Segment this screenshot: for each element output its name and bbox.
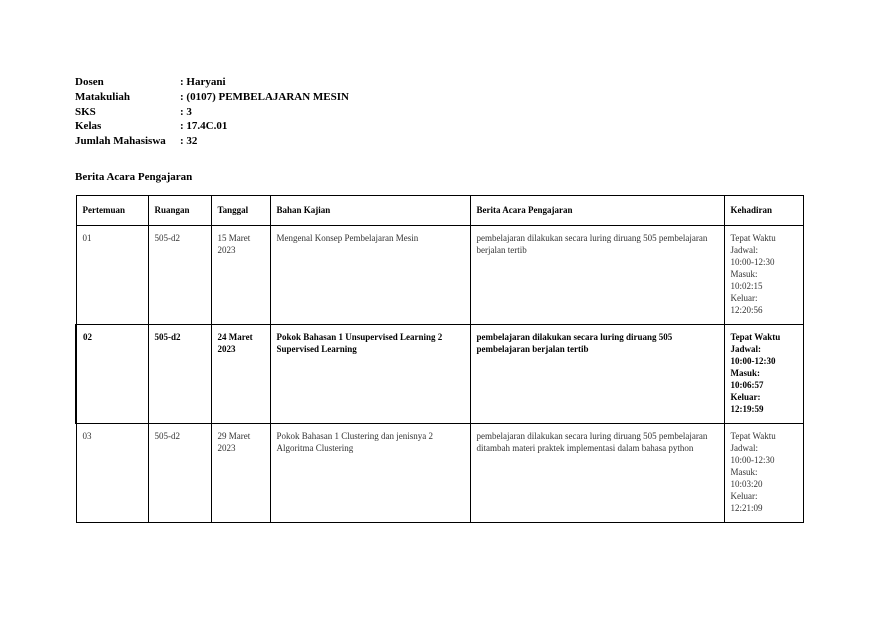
cell-ruangan: 505-d2 bbox=[148, 226, 211, 325]
info-label: Jumlah Mahasiswa bbox=[75, 135, 166, 148]
cell-kehadiran bbox=[724, 226, 803, 325]
kehadiran-jadwal-value: 10:00-12:30 bbox=[730, 257, 775, 267]
info-label: Matakuliah bbox=[75, 90, 131, 103]
info-row-dosen bbox=[75, 75, 349, 90]
cell-ruangan: 505-d2 bbox=[148, 325, 211, 424]
info-row-jumlah-mahasiswa bbox=[75, 134, 349, 149]
kehadiran-status: Tepat Waktu bbox=[730, 332, 781, 342]
section-title: Berita Acara Pengajaran bbox=[75, 171, 193, 183]
kehadiran-keluar-value: 12:20:56 bbox=[730, 305, 763, 315]
info-row-kelas bbox=[75, 119, 349, 134]
course-info bbox=[75, 75, 349, 149]
kehadiran-masuk-value: 10:06:57 bbox=[730, 380, 764, 390]
column-header-bahan-kajian: Bahan Kajian bbox=[270, 196, 470, 226]
kehadiran-masuk-value: 10:03:20 bbox=[730, 479, 763, 489]
kehadiran-keluar-label: Keluar: bbox=[730, 491, 758, 501]
cell-pertemuan: 03 bbox=[76, 424, 148, 523]
kehadiran-keluar-value: 12:19:59 bbox=[730, 404, 764, 414]
cell-bahan-kajian: Pokok Bahasan 1 Unsupervised Learning 2 Supervised Learning bbox=[270, 325, 470, 424]
kehadiran-jadwal-label: Jadwal: bbox=[730, 443, 758, 453]
info-label: Dosen bbox=[75, 76, 104, 88]
kehadiran-jadwal-label: Jadwal: bbox=[730, 245, 758, 255]
cell-bahan-kajian: Pokok Bahasan 1 Clustering dan jenisnya 2 Algoritma Clustering bbox=[270, 424, 470, 523]
kehadiran-masuk-label: Masuk: bbox=[730, 368, 761, 378]
info-value: : (0107) PEMBELAJARAN MESIN bbox=[180, 90, 349, 103]
column-header-kehadiran: Kehadiran bbox=[724, 196, 803, 226]
info-value: : 17.4C.01 bbox=[180, 120, 228, 133]
column-header-ruangan: Ruangan bbox=[148, 196, 211, 226]
cell-tanggal: 24 Maret 2023 bbox=[211, 325, 270, 424]
info-value: : 3 bbox=[180, 105, 192, 118]
kehadiran-masuk-label: Masuk: bbox=[730, 269, 758, 279]
info-label: SKS bbox=[75, 105, 96, 118]
cell-kehadiran bbox=[724, 325, 803, 424]
info-label: Kelas bbox=[75, 120, 102, 133]
cell-berita-acara: pembelajaran dilakukan secara luring diruang 505 pembelajaran ditambah materi praktek implementasi dalam bahasa python bbox=[470, 424, 724, 523]
cell-ruangan: 505-d2 bbox=[148, 424, 211, 523]
cell-berita-acara: pembelajaran dilakukan secara luring diruang 505 pembelajaran berjalan tertib bbox=[470, 226, 724, 325]
cell-pertemuan: 01 bbox=[76, 226, 148, 325]
cell-kehadiran bbox=[724, 424, 803, 523]
cell-pertemuan: 02 bbox=[76, 325, 148, 424]
kehadiran-jadwal-value: 10:00-12:30 bbox=[730, 356, 776, 366]
kehadiran-jadwal-label: Jadwal: bbox=[730, 344, 762, 354]
column-header-pertemuan: Pertemuan bbox=[76, 196, 148, 226]
kehadiran-masuk-value: 10:02:15 bbox=[730, 281, 763, 291]
info-value: : 32 bbox=[180, 135, 198, 148]
kehadiran-keluar-value: 12:21:09 bbox=[730, 503, 763, 513]
table-row bbox=[76, 325, 803, 424]
cell-berita-acara: pembelajaran dilakukan secara luring diruang 505 pembelajaran berjalan tertib bbox=[470, 325, 724, 424]
info-row-matakuliah bbox=[75, 90, 349, 105]
column-header-berita-acara: Berita Acara Pengajaran bbox=[470, 196, 724, 226]
kehadiran-status: Tepat Waktu bbox=[730, 431, 776, 441]
cell-tanggal: 15 Maret 2023 bbox=[211, 226, 270, 325]
kehadiran-keluar-label: Keluar: bbox=[730, 392, 761, 402]
kehadiran-masuk-label: Masuk: bbox=[730, 467, 758, 477]
table-row bbox=[76, 424, 803, 523]
cell-tanggal: 29 Maret 2023 bbox=[211, 424, 270, 523]
table-row bbox=[76, 226, 803, 325]
kehadiran-jadwal-value: 10:00-12:30 bbox=[730, 455, 775, 465]
kehadiran-status: Tepat Waktu bbox=[730, 233, 776, 243]
kehadiran-keluar-label: Keluar: bbox=[730, 293, 758, 303]
cell-bahan-kajian: Mengenal Konsep Pembelajaran Mesin bbox=[270, 226, 470, 325]
table-header-row bbox=[76, 196, 803, 226]
berita-acara-table bbox=[75, 195, 804, 523]
info-value: : Haryani bbox=[180, 76, 226, 88]
column-header-tanggal: Tanggal bbox=[211, 196, 270, 226]
info-row-sks bbox=[75, 105, 349, 120]
